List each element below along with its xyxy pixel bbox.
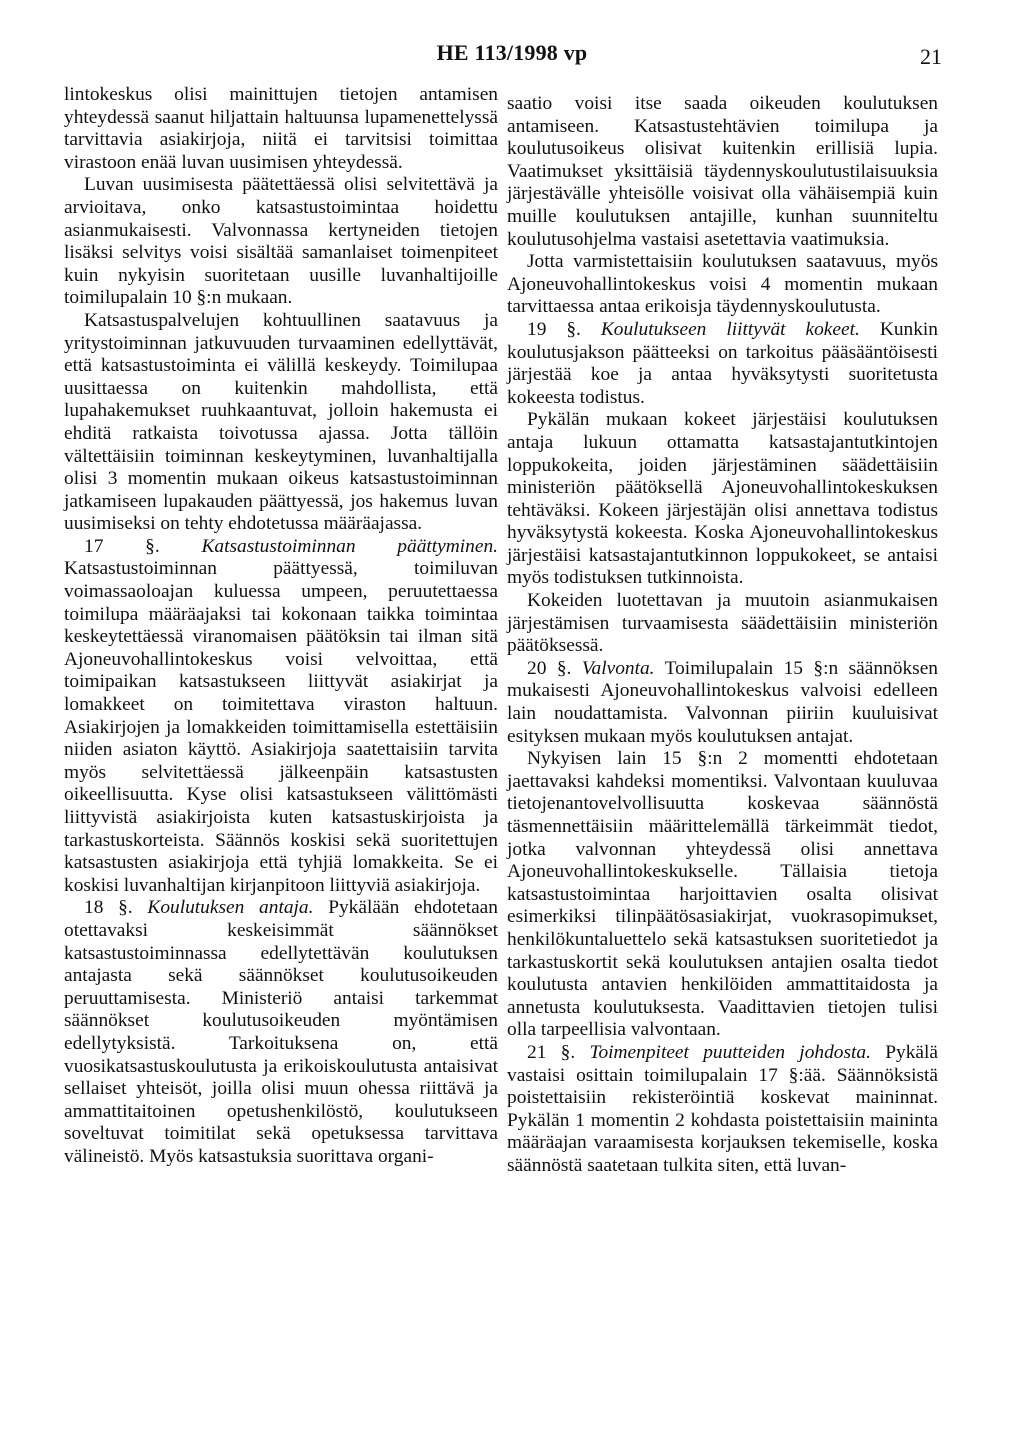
paragraph	[64, 174, 498, 310]
paragraph-text: Katsastustoiminnan päättyessä, toimiluvan voimassaoloajan kuluessa umpeen, peruutettaessa toimilupa määräajaksi tai kokonaan taikka toimintaa keskeytettäessä viranomaisen päätöksin tai ilman sitä Ajoneuvohallintokeskus voisi velvoittaa, että toimipaikan katsastukseen liittyvät asiakirjat ja lomakkeet on toimitettava viraston haltuun. Asiakirjojen ja lomakkeiden toimittamisella estettäisiin niiden asiaton käyttö. Asiakirjoja saatettaisiin tarvita myös selvitettäessä jälkeenpäin katsastusten oikeellisuutta. Kyse olisi katsastukseen välittömästi liittyvistä asiakirjoista kuten katsastuskirjoista ja tarkastuskorteista. Säännös koskisi sekä suoritettujen katsastusten asiakirjoja että tyhjiä lomakkeita. Se ei koskisi luvanhaltijan kirjanpitoon liittyviä asiakirjoja.	[64, 558, 498, 896]
paragraph-text: Kokeiden luotettavan ja muutoin asianmukaisen järjestämisen turvaamisesta säädettäisiin ministeriön päätöksessä.	[507, 590, 938, 657]
running-head: HE 113/1998 vp	[436, 40, 588, 65]
paragraph-text: Toimilupalain 15 §:n säännöksen mukaisesti Ajoneuvohallintokeskus valvoisi edelleen lain noudattamista. Valvonnan piiriin kuuluisivat esityksen mukaan myös koulutuksen antajat.	[507, 657, 938, 747]
paragraph	[507, 590, 938, 658]
section-paragraph	[507, 319, 938, 409]
left-column	[64, 84, 498, 1169]
paragraph-text: saatio voisi itse saada oikeuden koulutuksen antamiseen. Katsastustehtävien toimilupa ja koulutusoikeus olisivat kuitenkin erillisiä lupia. Vaatimukset yksittäisiä täydennyskoulutustilaisuuksia järjestävälle yhteisölle voisivat olla vähäisempiä kuin muille koulutuksen antajille, kunhan suunniteltu koulutusohjelma vastaisi asetettavia vaatimuksia.	[507, 93, 938, 250]
paragraph-text: Kunkin koulutusjakson päätteeksi on tarkoitus pääsääntöisesti järjestää koe ja antaa hyväksytysti suoritetusta kokeesta todistus.	[507, 318, 938, 408]
paragraph	[64, 84, 498, 174]
section-paragraph	[507, 1042, 938, 1178]
section-title: Koulutuksen antaja.	[147, 897, 314, 919]
section-number: 21 §.	[527, 1041, 576, 1063]
paragraph-text: Pykälä vastaisi osittain toimilupalain 17 §:ää. Säännöksistä poistettaisiin rekisteröintiä koskevat maininnat. Pykälän 1 momentin 2 kohdasta poistettaisiin maininta määräajan varaamisesta korjauksen tekemiselle, koska säännöstä saatetaan tulkita siten, että luvan-	[507, 1041, 938, 1176]
paragraph-text: Katsastuspalvelujen kohtuullinen saatavuus ja yritystoiminnan jatkuvuuden turvaaminen edellyttävät, että katsastustoiminta ei välillä keskeydy. Toimilupaa uusittaessa on kuitenkin mahdollista, että lupahakemukset ruuhkaantuvat, jolloin hakemusta ei ehditä ratkaista toivotussa ajassa. Jotta tällöin vältettäisiin toiminnan keskeytyminen, luvanhaltijalla olisi 3 momentin mukaan oikeus katsastustoiminnan jatkamiseen lupakauden päättyessä, jos hakemus luvan uusimiseksi on tehty ehdotetussa määräajassa.	[64, 309, 498, 535]
paragraph-text: Pykälään ehdotetaan otettavaksi keskeisimmät säännökset katsastustoiminnassa edellytettävän koulutuksen antajasta sekä säännökset koulutusoikeuden peruuttamisesta. Ministeriö antaisi tarkemmat säännökset koulutusoikeuden myöntämisen edellytyksistä. Tarkoituksena on, että vuosikatsastuskoulutusta ja erikoiskoulutusta antaisivat sellaiset yhteisöt, joilla olisi muun ohessa riittävä ja ammattitaitoinen opetushenkilöstö, koulutukseen soveltuvat toimitilat sekä opetuksessa tarvittava välineistö. Myös katsastuksia suorittava organi-	[64, 897, 498, 1167]
section-title: Katsastustoiminnan päättyminen.	[201, 535, 499, 557]
paragraph-text: Luvan uusimisesta päätettäessä olisi selvitettävä ja arvioitava, onko katsastustoimintaa hoidettu asianmukaisesti. Valvonnassa kertyneiden tietojen lisäksi selvitys voisi sisältää samanlaiset toimenpiteet kuin nykyisin suoritetaan uusille luvanhaltijoille toimilupalain 10 §:n mukaan.	[64, 174, 498, 309]
section-number: 17 §.	[84, 535, 160, 557]
paragraph-text: Pykälän mukaan kokeet järjestäisi koulutuksen antaja lukuun ottamatta katsastajantutkintojen loppukokeita, joiden järjestäminen säädettäisiin ministeriön päätöksellä Ajoneuvohallintokeskuksen tehtäväksi. Kokeen järjestäjän olisi annettava todistus hyväksytystä kokeesta. Koska Ajoneuvohallintokeskus järjestäisi katsastajantutkinnon loppukokeet, se antaisi myös todistuksen tutkinnoista.	[507, 409, 938, 589]
page-header	[0, 40, 1024, 76]
paragraph-text: lintokeskus olisi mainittujen tietojen antamisen yhteydessä saanut hiljattain haltuunsa lupamenettelyssä tarvittavia asiakirjoja, niitä ei tarvitsisi toimittaa virastoon enää luvan uusimisen yhteydessä.	[64, 84, 498, 173]
section-title: Toimenpiteet puutteiden johdosta.	[589, 1041, 871, 1063]
page-number: 21	[920, 44, 942, 69]
paragraph	[507, 251, 938, 319]
paragraph	[64, 310, 498, 536]
paragraph	[507, 409, 938, 590]
section-number: 18 §.	[84, 897, 133, 919]
paragraph	[507, 748, 938, 1042]
section-paragraph	[507, 658, 938, 748]
section-title: Koulutukseen liittyvät kokeet.	[600, 318, 860, 340]
paragraph-text: Jotta varmistettaisiin koulutuksen saatavuus, myös Ajoneuvohallintokeskus voisi 4 momentin mukaan tarvittaessa antaa erikoisja täydennyskoulutusta.	[507, 251, 938, 318]
paragraph-text: Nykyisen lain 15 §:n 2 momentti ehdotetaan jaettavaksi kahdeksi momentiksi. Valvontaan kuuluvaa tietojenantovelvollisuutta koskevaa säännöstä täsmennettäisiin määrittelemällä tärkeimmät tiedot, jotka valvonnan yhteydessä olisi annettava Ajoneuvohallintokeskukselle. Tällaisia tietoja katsastustoimintaa harjoittavien osalta olisivat esimerkiksi tilinpäätösasiakirjat, vuokrasopimukset, henkilökuntaluettelo sekä katsastuksen suoritetiedot ja tarkastuskortit sekä koulutuksen antajien osalta tiedot koulutusta antavien henkilöiden ammattitaidosta ja annetusta koulutuksesta. Vaadittavien tietojen tulisi olla tarpeellisia valvontaan.	[507, 748, 938, 1041]
section-paragraph	[64, 536, 498, 898]
section-paragraph	[64, 897, 498, 1168]
section-title: Valvonta.	[581, 657, 655, 679]
section-number: 19 §.	[527, 318, 581, 340]
right-column	[507, 93, 938, 1178]
paragraph	[507, 93, 938, 251]
section-number: 20 §.	[527, 657, 572, 679]
